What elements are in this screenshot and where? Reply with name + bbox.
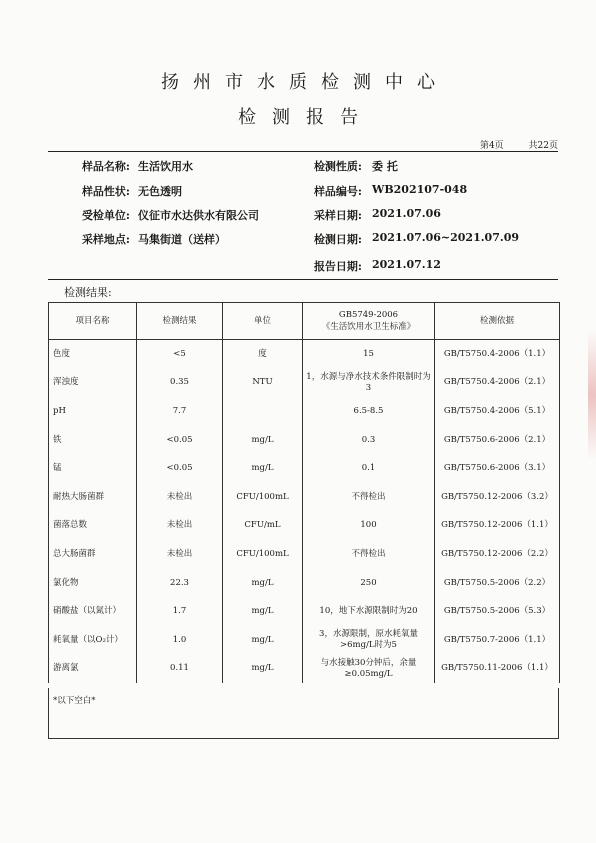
table-row <box>49 540 560 569</box>
table-row <box>49 454 560 483</box>
cell-method: GB/T5750.4-2006（5.1） <box>435 397 560 426</box>
cell-standard: 100 <box>303 512 435 541</box>
cell-result: 1.7 <box>137 597 223 626</box>
cell-result: <0.05 <box>137 454 223 483</box>
cell-item: 总大肠菌群 <box>49 540 137 569</box>
client-value: 仪征市水达供水有限公司 <box>138 209 259 222</box>
col-header-item: 项目名称 <box>49 303 137 340</box>
cell-result: 0.35 <box>137 369 223 398</box>
cell-unit: mg/L <box>223 454 303 483</box>
table-row <box>49 626 560 655</box>
cell-unit: CFU/mL <box>223 512 303 541</box>
sample-state-value: 无色透明 <box>138 185 182 198</box>
results-section-label: 检测结果: <box>64 286 112 299</box>
blank-note: *以下空白* <box>53 696 96 706</box>
report-date-label: 报告日期: <box>313 260 362 273</box>
cell-item: 游离氯 <box>49 655 137 684</box>
cell-result: <0.05 <box>137 426 223 455</box>
cell-unit: CFU/100mL <box>223 483 303 512</box>
report-date-value: 2021.07.12 <box>372 258 441 271</box>
cell-unit: mg/L <box>223 426 303 455</box>
table-tail <box>48 688 559 739</box>
cell-method: GB/T5750.5-2006（2.2） <box>435 569 560 598</box>
cell-item: 硝酸盐（以氮计） <box>49 597 137 626</box>
table-row <box>49 597 560 626</box>
cell-item: 耐热大肠菌群 <box>49 483 137 512</box>
cell-unit: mg/L <box>223 655 303 684</box>
cell-method: GB/T5750.5-2006（5.3） <box>435 597 560 626</box>
cell-result: 未检出 <box>137 483 223 512</box>
cell-unit: mg/L <box>223 569 303 598</box>
page-total: 共22页 <box>528 141 558 151</box>
cell-result: 未检出 <box>137 512 223 541</box>
page-info <box>458 138 558 151</box>
nature-label: 检测性质: <box>313 160 362 173</box>
cell-method: GB/T5750.6-2006（3.1） <box>435 454 560 483</box>
table-row <box>49 426 560 455</box>
table-row <box>49 569 560 598</box>
document-title: 检测报告 <box>238 107 374 128</box>
cell-standard: 6.5-8.5 <box>303 397 435 426</box>
page-stain <box>588 330 596 460</box>
sampling-date-value: 2021.07.06 <box>372 207 441 220</box>
cell-standard: 15 <box>303 340 435 369</box>
cell-result: 未检出 <box>137 540 223 569</box>
code-label: 样品编号: <box>313 185 362 198</box>
col-header-method: 检测依据 <box>435 303 560 340</box>
cell-item: 铁 <box>49 426 137 455</box>
cell-item: pH <box>49 397 137 426</box>
cell-unit: mg/L <box>223 597 303 626</box>
sample-state-label: 样品性状: <box>81 185 130 198</box>
col-header-unit: 单位 <box>223 303 303 340</box>
cell-method: GB/T5750.12-2006（3.2） <box>435 483 560 512</box>
location-value: 马集街道（送样） <box>138 233 226 246</box>
cell-item: 耗氧量（以O₂计） <box>49 626 137 655</box>
cell-standard: 与水接触30分钟后，余量≥0.05mg/L <box>303 655 435 684</box>
cell-unit: NTU <box>223 369 303 398</box>
cell-standard: 1，水源与净水技术条件限制时为3 <box>303 369 435 398</box>
table-row <box>49 369 560 398</box>
test-date-value: 2021.07.06~2021.07.09 <box>372 231 519 244</box>
cell-standard: 0.1 <box>303 454 435 483</box>
cell-unit: mg/L <box>223 626 303 655</box>
sample-name-value: 生活饮用水 <box>138 160 193 173</box>
cell-method: GB/T5750.12-2006（2.2） <box>435 540 560 569</box>
cell-item: 菌落总数 <box>49 512 137 541</box>
test-date-label: 检测日期: <box>313 233 362 246</box>
results-table <box>48 302 560 683</box>
table-header-row <box>49 303 560 340</box>
col-header-standard-title: 《生活饮用水卫生标准》 <box>321 322 416 332</box>
code-value: WB202107-048 <box>372 183 468 196</box>
cell-method: GB/T5750.11-2006（1.1） <box>435 655 560 684</box>
cell-standard: 0.3 <box>303 426 435 455</box>
cell-result: 22.3 <box>137 569 223 598</box>
page-number: 第4页 <box>479 141 504 151</box>
cell-unit <box>223 397 303 426</box>
cell-standard: 10，地下水源限制时为20 <box>303 597 435 626</box>
cell-item: 色度 <box>49 340 137 369</box>
table-row <box>49 340 560 369</box>
cell-item: 氯化物 <box>49 569 137 598</box>
cell-method: GB/T5750.6-2006（2.1） <box>435 426 560 455</box>
org-title: 扬州市水质检测中心 <box>161 72 449 93</box>
nature-value: 委 托 <box>372 160 398 173</box>
table-row <box>49 512 560 541</box>
sample-name-label: 样品名称: <box>81 160 130 173</box>
table-row <box>49 483 560 512</box>
cell-result: 7.7 <box>137 397 223 426</box>
sampling-date-label: 采样日期: <box>313 209 362 222</box>
cell-result: <5 <box>137 340 223 369</box>
table-row <box>49 397 560 426</box>
table-row <box>49 655 560 684</box>
info-rule <box>48 279 558 280</box>
cell-method: GB/T5750.7-2006（1.1） <box>435 626 560 655</box>
location-label: 采样地点: <box>81 233 130 246</box>
cell-result: 1.0 <box>137 626 223 655</box>
col-header-standard-code: GB5749-2006 <box>338 310 399 320</box>
cell-standard: 3，水源限制，原水耗氧量>6mg/L时为5 <box>303 626 435 655</box>
cell-item: 浑浊度 <box>49 369 137 398</box>
col-header-result: 检测结果 <box>137 303 223 340</box>
client-label: 受检单位: <box>81 209 130 222</box>
cell-standard: 不得检出 <box>303 540 435 569</box>
cell-standard: 不得检出 <box>303 483 435 512</box>
cell-unit: CFU/100mL <box>223 540 303 569</box>
cell-item: 锰 <box>49 454 137 483</box>
cell-method: GB/T5750.4-2006（1.1） <box>435 340 560 369</box>
header-rule <box>48 151 558 152</box>
col-header-standard <box>303 303 435 340</box>
cell-unit: 度 <box>223 340 303 369</box>
cell-standard: 250 <box>303 569 435 598</box>
cell-method: GB/T5750.12-2006（1.1） <box>435 512 560 541</box>
cell-result: 0.11 <box>137 655 223 684</box>
cell-method: GB/T5750.4-2006（2.1） <box>435 369 560 398</box>
